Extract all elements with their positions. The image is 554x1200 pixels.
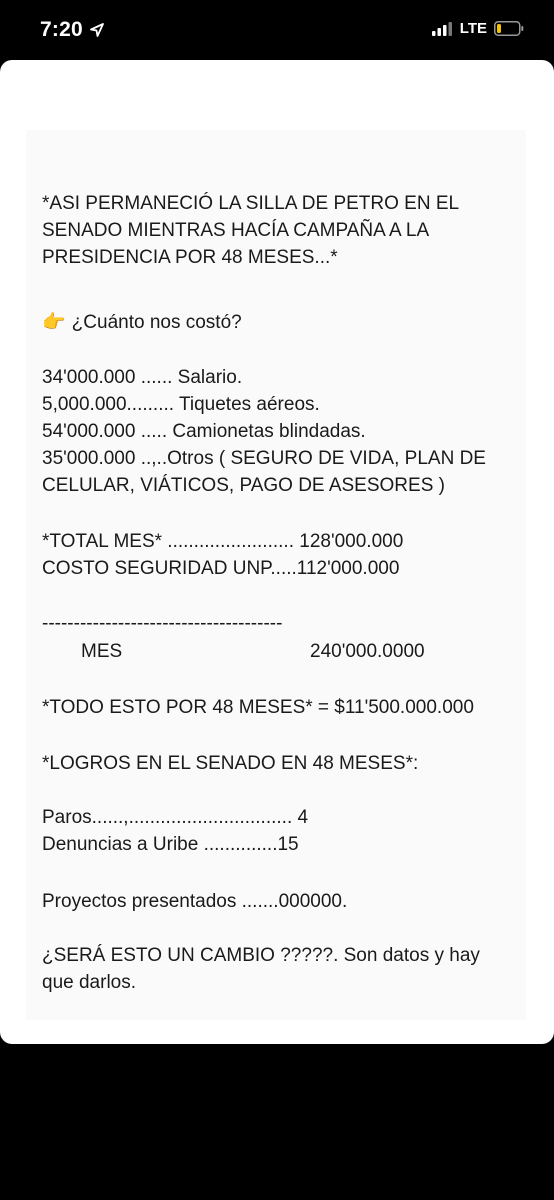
location-arrow-icon [89, 22, 105, 38]
projects-line: Proyectos presentados .......000000. [42, 891, 348, 912]
security-cost-line: COSTO SEGURIDAD UNP.....112'000.000 [42, 558, 400, 579]
post-image-text [26, 130, 526, 1020]
achievement-line-2: Denuncias a Uribe ..............15 [42, 834, 299, 855]
closing-line-1: ¿SERÁ ESTO UN CAMBIO ?????. Son datos y hay [42, 945, 480, 966]
cost-line-1: 34'000.000 ...... Salario. [42, 367, 243, 388]
pointing-hand-icon: 👉 [42, 312, 66, 333]
question-line [42, 309, 242, 336]
closing-line-2: que darlos. [42, 972, 137, 993]
headline-line-2: SENADO MIENTRAS HACÍA CAMPAÑA A LA [42, 220, 430, 241]
status-indicators [431, 20, 524, 37]
month-label: MES [81, 641, 123, 662]
cost-line-3: 54'000.000 ..... Camionetas blindadas. [42, 421, 366, 442]
clock: 7:20 [40, 18, 83, 41]
network-type: LTE [459, 20, 487, 37]
cost-line-4: 35'000.000 ..,..Otros ( SEGURO DE VIDA, PLAN DE [42, 448, 486, 469]
total-48-months-line: *TODO ESTO POR 48 MESES* = $11'500.000.000 [42, 697, 474, 718]
cellular-signal-icon [431, 22, 453, 36]
image-card [0, 60, 554, 1044]
cost-line-2: 5,000.000......... Tiquetes aéreos. [42, 394, 320, 415]
achievement-line-1: Paros......,............................... 4 [42, 807, 309, 828]
status-bar [0, 0, 554, 60]
divider-line: -------------------------------------- [42, 613, 283, 634]
status-time [40, 18, 105, 42]
headline-line-3: PRESIDENCIA POR 48 MESES...* [42, 247, 338, 268]
cost-line-5: CELULAR, VIÁTICOS, PAGO DE ASESORES ) [42, 475, 445, 496]
total-month-line: *TOTAL MES* ........................ 128'000.000 [42, 531, 404, 552]
achievements-heading: *LOGROS EN EL SENADO EN 48 MESES*: [42, 753, 419, 774]
battery-low-icon [494, 21, 524, 36]
question-text: ¿Cuánto nos costó? [71, 312, 242, 333]
month-value: 240'000.0000 [310, 641, 425, 662]
headline-line-1: *ASI PERMANECIÓ LA SILLA DE PETRO EN EL [42, 193, 460, 214]
